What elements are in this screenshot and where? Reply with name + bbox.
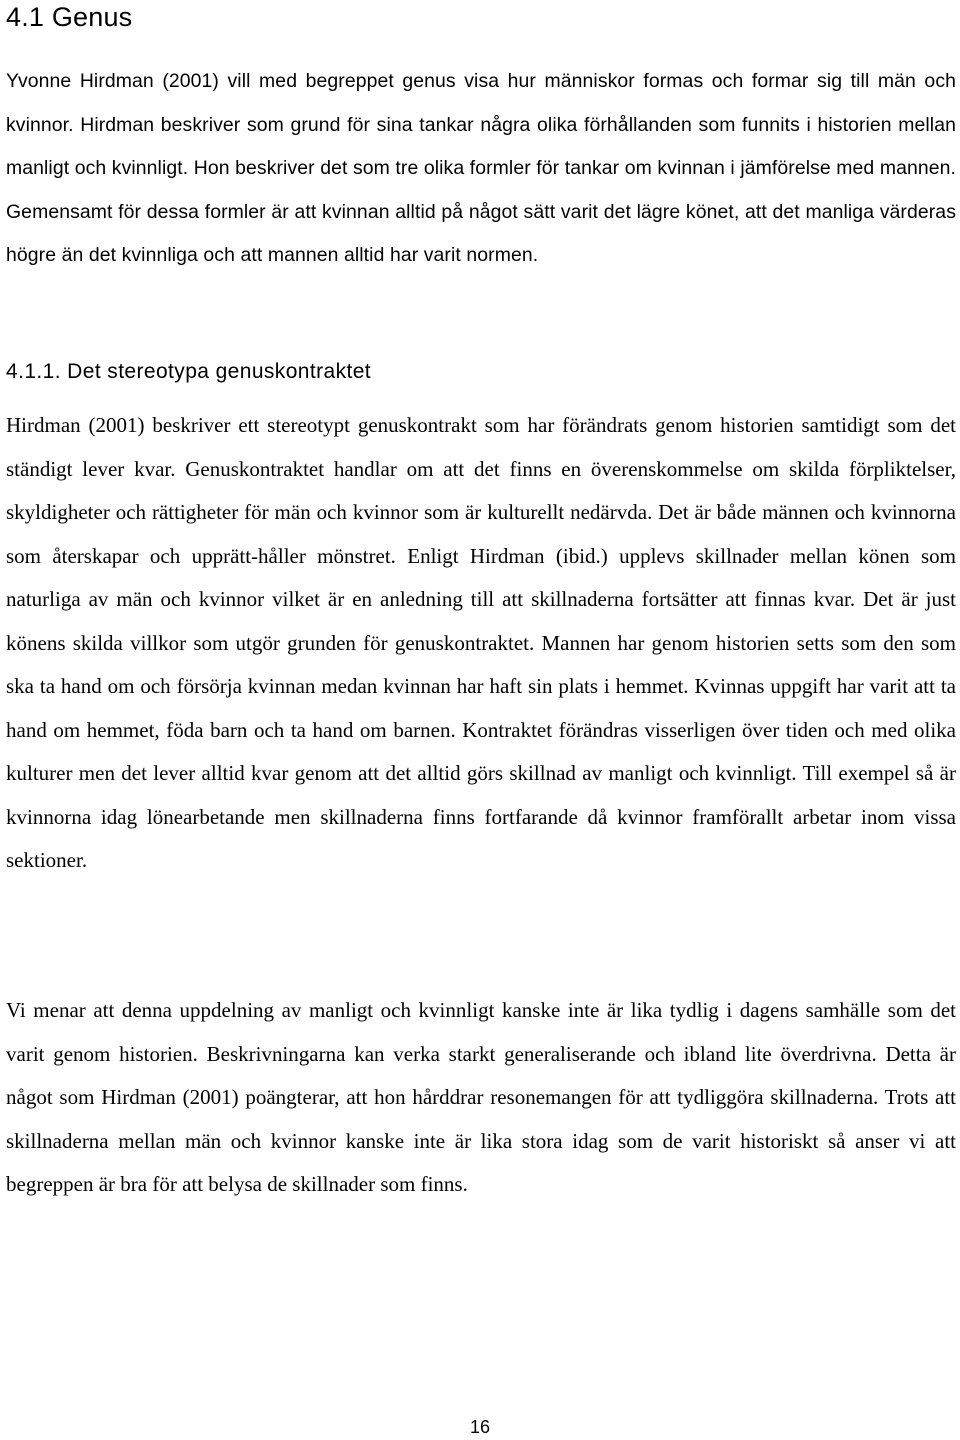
subsection-heading: 4.1.1. Det stereotypa genuskontraktet [6, 360, 372, 383]
intro-paragraph: Yvonne Hirdman (2001) vill med begreppet genus visa hur människor formas och formar sig till män och kvinnor. Hirdman beskriver som grund för sina tankar några olika förhållanden som funnits i historien mellan manligt och kvinnligt. Hon beskriver det som tre olika formler för tankar om kvinnan i jämförelse med mannen. Gemensamt för dessa formler är att kvinnan alltid på något sätt varit det lägre könet, att det manliga värderas högre än det kvinnliga och att mannen alltid har varit normen. [6, 70, 956, 266]
page-number: 16 [469, 1417, 491, 1437]
section-heading: 4.1 Genus [6, 2, 133, 32]
genuskontrakt-paragraph: Hirdman (2001) beskriver ett stereotypt genuskontrakt som har förändrats genom historien samtidigt som det ständigt lever kvar. Genuskontraktet handlar om att det finns en överenskommelse om skilda förpliktelser, skyldigheter och rättigheter för män och kvinnor som är kulturellt nedärvda. Det är både männen och kvinnorna som återskapar och upprätt-håller mönstret. Enligt Hirdman (ibid.) upplevs skillnader mellan könen som naturliga av män och kvinnor vilket är en anledning till att skillnaderna fortsätter att finnas kvar. Det är just könens skilda villkor som utgör grunden för genuskontraktet. Mannen har genom historien setts som den som ska ta hand om och försörja kvinnan medan kvinnan har haft sin plats i hemmet. Kvinnas uppgift har varit att ta hand om hemmet, föda barn och ta hand om barnen. Kontraktet förändras visserligen över tiden och med olika kulturer men det lever alltid kvar genom att det alltid görs skillnad av manligt och kvinnligt. Till exempel så är kvinnorna idag lönearbetande men skillnaderna finns fortfarande då kvinnor framförallt arbetar inom vissa sektioner. [6, 413, 956, 872]
discussion-paragraph: Vi menar att denna uppdelning av manligt och kvinnligt kanske inte är lika tydlig i dagens samhälle som det varit genom historien. Beskrivningarna kan verka starkt generaliserande och ibland lite överdrivna. Detta är något som Hirdman (2001) poängterar, att hon hårddrar resonemangen för att tydliggöra skillnaderna. Trots att skillnaderna mellan män och kvinnor kanske inte är lika stora idag som de varit historiskt så anser vi att begreppen är bra för att belysa de skillnader som finns. [6, 998, 956, 1196]
